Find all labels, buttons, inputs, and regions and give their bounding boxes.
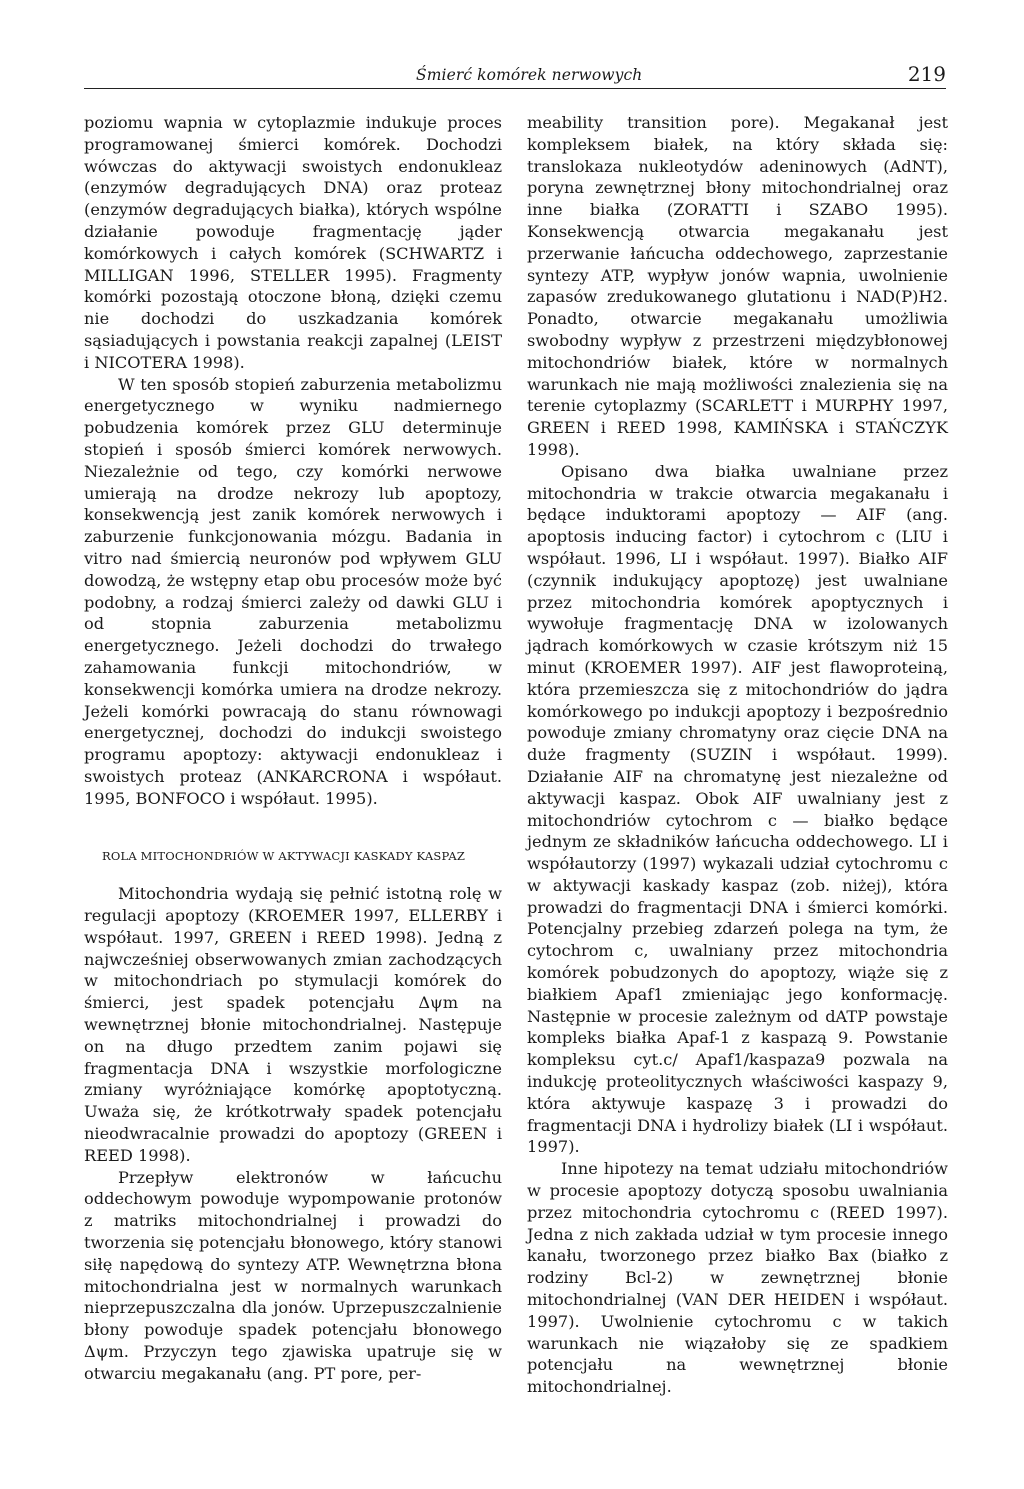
left-column xyxy=(84,112,502,1385)
paragraph: meability transition pore). Megakanał jest kompleksem białek, na który składa się: translokaza nukleotydów adeninowych (AdNT), poryna zewnętrznej błony mitochondrialnej oraz inne białka (ZORATTI i SZABO 1995). Konsekwencją otwarcia megakanału jest przerwanie łańcucha oddechowego, zaprzestanie syntezy ATP, wypływ jonów wapnia, uwolnienie zapasów zredukowanego glutationu i NAD(P)H2. Ponadto, otwarcie megakanału umożliwia swobodny wypływ z przestrzeni międzybłonowej mitochondriów białek, które w normalnych warunkach nie mają możliwości znalezienia się na terenie cytoplazmy (SCARLETT i MURPHY 1997, GREEN i REED 1998, KAMIŃSKA i STAŃCZYK 1998). xyxy=(527,113,948,459)
page-number: 219 xyxy=(907,62,946,86)
paragraph: W ten sposób stopień zaburzenia metabolizmu energetycznego w wyniku nadmiernego pobudzenia komórek przez GLU determinuje stopień i sposób śmierci komórek nerwowych. Niezależnie od tego, czy komórki nerwowe umierają na drodze nekrozy lub apoptozy, konsekwencją jest zanik komórek nerwowych i zaburzenie funkcjonowania mózgu. Badania in vitro nad śmiercią neuronów pod wpływem GLU dowodzą, że wstępny etap obu procesów może być podobny, a rodzaj śmierci zależy od dawki GLU i od stopnia zaburzenia metabolizmu energetycznego. Jeżeli dochodzi do trwałego zahamowania funkcji mitochondriów, w konsekwencji komórka umiera na drodze nekrozy. Jeżeli komórki powracają do stanu równowagi energetycznej, dochodzi do indukcji swoistego programu apoptozy: aktywacji endonukleaz i swoistych proteaz (ANKARCRONA i współaut. 1995, BONFOCO i współaut. 1995). xyxy=(84,374,502,808)
paragraph: Przepływ elektronów w łańcuchu oddechowym powoduje wypompowanie protonów z matriks mitochondrialnej i prowadzi do tworzenia się potencjału błonowego, który stanowi siłę napędową do syntezy ATP. Wewnętrzna błona mitochondrialna jest w normalnych warunkach nieprzepuszczalna dla jonów. Uprzepuszczalnienie błony powoduje spadek potencjału błonowego Δψm. Przyczyn tego zjawiska upatruje się w otwarciu megakanału (ang. PT pore, per- xyxy=(84,1167,502,1383)
running-head: Śmierć komórek nerwowych xyxy=(416,66,643,84)
section-heading: ROLA MITOCHONDRIÓW W AKTYWACJI KASKADY KASPAZ xyxy=(102,848,466,863)
paragraph: Mitochondria wydają się pełnić istotną rolę w regulacji apoptozy (KROEMER 1997, ELLERBY i współaut. 1997, GREEN i REED 1998). Jedną z najwcześniej obserwowanych zmian zachodzących w mitochondriach po stymulacji komórek do śmierci, jest spadek potencjału Δψm na wewnętrznej błonie mitochondrialnej. Następuje on na długo przedtem zanim pojawi się fragmentacja DNA i wszystkie morfologiczne zmiany wyróżniające komórkę apoptotyczną. Uważa się, że krótkotrwały spadek potencjału nieodwracalnie prowadzi do apoptozy (GREEN i REED 1998). xyxy=(84,884,502,1165)
paragraph: Opisano dwa białka uwalniane przez mitochondria w trakcie otwarcia megakanału i będące induktorami apoptozy — AIF (ang. apoptosis inducing factor) i cytochrom c (LIU i współaut. 1996, LI i współaut. 1997). Białko AIF (czynnik indukujący apoptozę) jest uwalniane przez mitochondria komórek apoptycznych i wywołuje fragmentację DNA w izolowanych jądrach komórkowych w czasie krótszym niż 15 minut (KROEMER 1997). AIF jest flawoproteiną, która przemieszcza się z mitochondriów do jądra komórkowego po indukcji apoptozy i bezpośrednio powoduje zmiany chromatyny oraz cięcie DNA na duże fragmenty (SUZIN i współaut. 1999). Działanie AIF na chromatynę jest niezależne od aktywacji kaspaz. Obok AIF uwalniany jest z mitochondriów cytochrom c — białko będące jednym ze składników łańcucha oddechowego. LI i współautorzy (1997) wykazali udział cytochromu c w aktywacji kaskady kaspaz (zob. niżej), która prowadzi do fragmentacji DNA i śmierci komórki. Potencjalny przebieg zdarzeń polega na tym, że cytochrom c, uwalniany przez mitochondria komórek pobudzonych do apoptozy, wiąże się z białkiem Apaf1 zmieniając jego konformację. Następnie w procesie zależnym od dATP powstaje kompleks białka Apaf-1 z kaspazą 9. Powstanie kompleksu cyt.c/ Apaf1/kaspaza9 pozwala na indukcję proteolitycznych właściwości kaspazy 9, która aktywuje kaspazę 3 i prowadzi do fragmentacji DNA i hydrolizy białek (LI i współaut. 1997). xyxy=(527,461,948,1157)
paragraph: poziomu wapnia w cytoplazmie indukuje proces programowanej śmierci komórek. Dochodzi wówczas do aktywacji swoistych endonukleaz (enzymów degradujących DNA) oraz proteaz (enzymów degradujących białka), których wspólne działanie powoduje fragmentację jąder komórkowych i całych komórek (SCHWARTZ i MILLIGAN 1996, STELLER 1995). Fragmenty komórki pozostają otoczone błoną, dzięki czemu nie dochodzi do uszkadzania komórek sąsiadujących i powstania reakcji zapalnej (LEIST i NICOTERA 1998). xyxy=(84,113,502,372)
right-column xyxy=(527,112,948,1398)
paragraph: Inne hipotezy na temat udziału mitochondriów w procesie apoptozy dotyczą sposobu uwalniania przez mitochondria cytochromu c (REED 1997). Jedna z nich zakłada udział w tym procesie innego kanału, tworzonego przez białko Bax (białko z rodziny Bcl-2) w zewnętrznej błonie mitochondrialnej (VAN DER HEIDEN i współaut. 1997). Uwolnienie cytochromu c w takich warunkach nie wiązałoby się ze spadkiem potencjału na wewnętrznej błonie mitochondrialnej. xyxy=(527,1159,948,1397)
page-header xyxy=(84,62,946,89)
